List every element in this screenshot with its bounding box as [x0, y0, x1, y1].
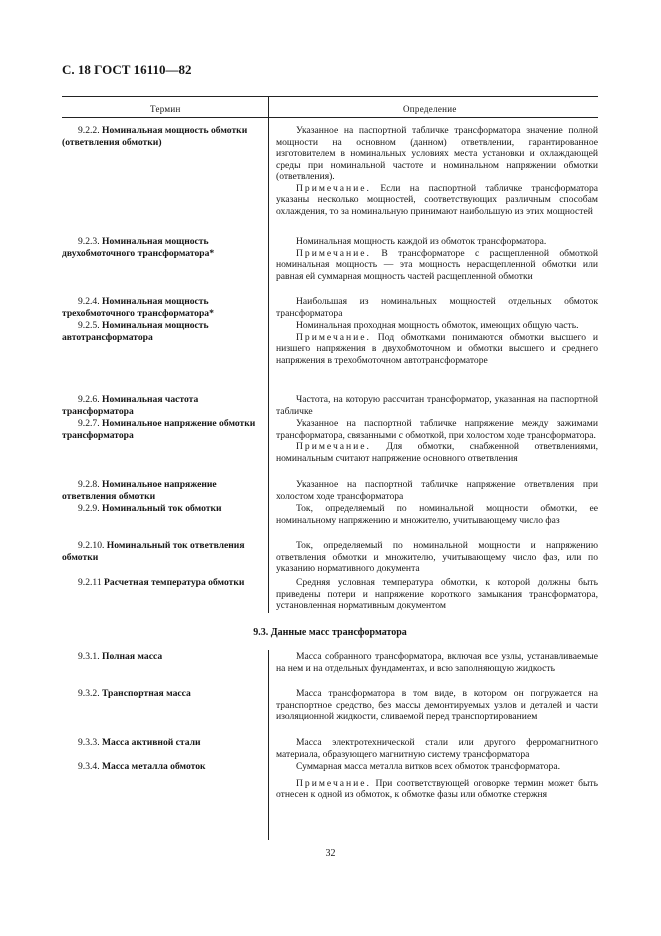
term-number: 9.2.5.: [78, 320, 100, 331]
term-9-2-8: [62, 479, 267, 502]
term-text: Масса металла обмоток: [102, 761, 206, 772]
definition-9-2-10: [276, 540, 598, 575]
table-top-rule: [62, 96, 598, 97]
note-label: Примечание.: [296, 182, 371, 194]
term-9-3-2: [62, 688, 267, 700]
definition-9-2-3: [276, 236, 598, 282]
note-text: Под обмотками понимаются обмотки высшего и низшего напряжения в двухобмоточном и обмотки высшего и среднего напряжения в трехобмоточном автотрансформаторе: [276, 331, 599, 366]
term-number: 9.3.4.: [78, 761, 100, 772]
definition-text: Средняя условная температура обмотки, к которой должны быть приведены потери и напряжение короткого замыкания трансформатора, установленная нормативным документом: [276, 577, 598, 611]
definition-9-2-11: [276, 577, 598, 612]
term-number: 9.2.8.: [78, 479, 100, 490]
term-text: Номинальная мощность двухобмоточного трансформатора*: [62, 236, 215, 259]
term-9-2-10: [62, 540, 267, 563]
term-text: Номинальная мощность автотрансформатора: [62, 320, 209, 343]
term-number: 9.2.7.: [78, 418, 100, 429]
definition-text: Ток, определяемый по номинальной мощности обмотки, ее номинальному напряжению и множителю, учитывающему число фаз: [276, 503, 598, 526]
term-number: 9.2.9.: [78, 503, 100, 514]
column-header-term: Термин: [150, 104, 181, 114]
note-label: Примечание.: [296, 777, 371, 789]
term-text: Номинальный ток ответвления обмотки: [62, 540, 245, 563]
term-9-2-2: [62, 125, 267, 148]
term-text: Номинальное напряжение ответвления обмотки: [62, 479, 217, 502]
page-header: С. 18 ГОСТ 16110—82: [62, 62, 192, 77]
definition-9-3-1: [276, 651, 598, 674]
definition-text: Частота, на которую рассчитан трансформатор, указанная на паспортной табличке: [276, 394, 598, 417]
term-9-2-3: [62, 236, 267, 259]
column-divider-head: [268, 96, 269, 118]
definition-9-2-5: [276, 320, 598, 366]
definition-9-2-4: [276, 296, 598, 319]
term-number: 9.3.3.: [78, 737, 100, 748]
column-divider-2: [268, 650, 269, 840]
term-text: Масса активной стали: [102, 737, 201, 748]
term-text: Номинальное напряжение обмотки трансформатора: [62, 418, 256, 441]
note: [276, 778, 598, 801]
term-text: Полная масса: [102, 651, 163, 662]
note-label: Примечание.: [296, 247, 371, 259]
definition-text: Наибольшая из номинальных мощностей отдельных обмоток трансформатора: [276, 296, 598, 319]
note-label: Примечание.: [296, 331, 371, 343]
term-number: 9.3.2.: [78, 688, 100, 699]
definition-9-2-7: [276, 418, 598, 464]
definition-9-2-2: [276, 125, 598, 217]
definition-text: Указанное на паспортной табличке напряжение ответвления при холостом ходе трансформатора: [276, 479, 598, 502]
term-text: Номинальный ток обмотки: [102, 503, 222, 514]
term-number: 9.2.4.: [78, 296, 100, 307]
definition-text: Указанное на паспортной табличке трансформатора значение полной мощности на основном (данном) ответвлении, гарантированное изготовителем в номинальных условиях места установки и охлаждающей среды при номинальной частоте и номинальном напряжении обмотки (ответвления).: [276, 125, 598, 182]
definition-9-3-2: [276, 688, 598, 723]
term-9-2-9: [62, 503, 267, 515]
definition-9-2-9: [276, 503, 598, 526]
column-header-definition: Определение: [403, 104, 457, 114]
page-number: 32: [325, 848, 336, 859]
definition-9-3-3: [276, 737, 598, 760]
note-text: При соответствующей оговорке термин может быть отнесен к одной из обмоток, к обмотке фазы или обмотке стержня: [276, 777, 598, 800]
term-9-2-6: [62, 394, 267, 417]
note: [276, 183, 598, 218]
note: [276, 332, 598, 367]
term-text: Номинальная мощность обмотки (ответвления обмотки): [62, 125, 248, 148]
definition-text: Номинальная мощность каждой из обмоток трансформатора.: [296, 236, 547, 247]
note: [276, 441, 598, 464]
definition-text: Номинальная проходная мощность обмоток, имеющих общую часть.: [296, 320, 579, 331]
note-text: В трансформаторе с расщепленной обмоткой номинальная мощность — эта мощность нерасщепленной обмотки или равная ей суммарная мощность частей расщепленной обмотки: [276, 247, 598, 282]
term-number: 9.3.1.: [78, 651, 100, 662]
note: [276, 248, 598, 283]
note-text: Для обмотки, снабженной ответвлениями, номинальным считают напряжение основного ответвления: [276, 441, 598, 464]
term-number: 9.2.2.: [78, 125, 100, 136]
term-text: Номинальная мощность трехобмоточного трансформатора*: [62, 296, 214, 319]
definition-9-3-4: [276, 761, 598, 801]
term-number: 9.2.3.: [78, 236, 100, 247]
column-divider-1: [268, 118, 269, 613]
section-title: 9.3. Данные масс трансформатора: [253, 627, 407, 638]
definition-9-2-6: [276, 394, 598, 417]
term-text: Транспортная масса: [102, 688, 191, 699]
note-label: Примечание.: [296, 441, 371, 452]
term-number: 9.2.10.: [78, 540, 105, 551]
term-number: 9.2.11: [78, 577, 102, 588]
term-9-2-11: [62, 577, 267, 589]
term-9-2-4: [62, 296, 267, 319]
term-9-3-3: [62, 737, 267, 749]
definition-text: Ток, определяемый по номинальной мощности и напряжению ответвления обмотки и множителю, учитывающему число фаз, или по указанию нормативного документа: [276, 540, 598, 574]
term-text: Номинальная частота трансформатора: [62, 394, 199, 417]
note-text: Если на паспортной табличке трансформатора указаны несколько мощностей, соответствующих различным способам охлаждения, то за номинальную принимают наибольшую из этих мощностей: [276, 182, 598, 217]
term-9-2-5: [62, 320, 267, 343]
term-number: 9.2.6.: [78, 394, 100, 405]
term-text: Расчетная температура обмотки: [104, 577, 245, 588]
definition-text: Масса собранного трансформатора, включая все узлы, устанавливаемые на нем и на отдельных фундаментах, и всю заполняющую жидкость: [276, 651, 598, 674]
table-head-rule: [62, 117, 598, 118]
definition-text: Масса электротехнической стали или другого ферромагнитного материала, образующего магнитную систему трансформатора: [276, 737, 598, 760]
term-9-2-7: [62, 418, 267, 441]
definition-text: Суммарная масса металла витков всех обмоток трансформатора.: [296, 761, 560, 772]
term-9-3-1: [62, 651, 267, 663]
definition-text: Масса трансформатора в том виде, в котором он погружается на транспортное средство, без массы демонтируемых узлов и деталей и части изоляционной жидкости, сливаемой перед транспортированием: [276, 688, 598, 722]
definition-text: Указанное на паспортной табличке напряжение между зажимами трансформатора, связанными с обмоткой, при холостом ходе трансформатора.: [276, 418, 598, 441]
definition-9-2-8: [276, 479, 598, 502]
term-9-3-4: [62, 761, 267, 773]
